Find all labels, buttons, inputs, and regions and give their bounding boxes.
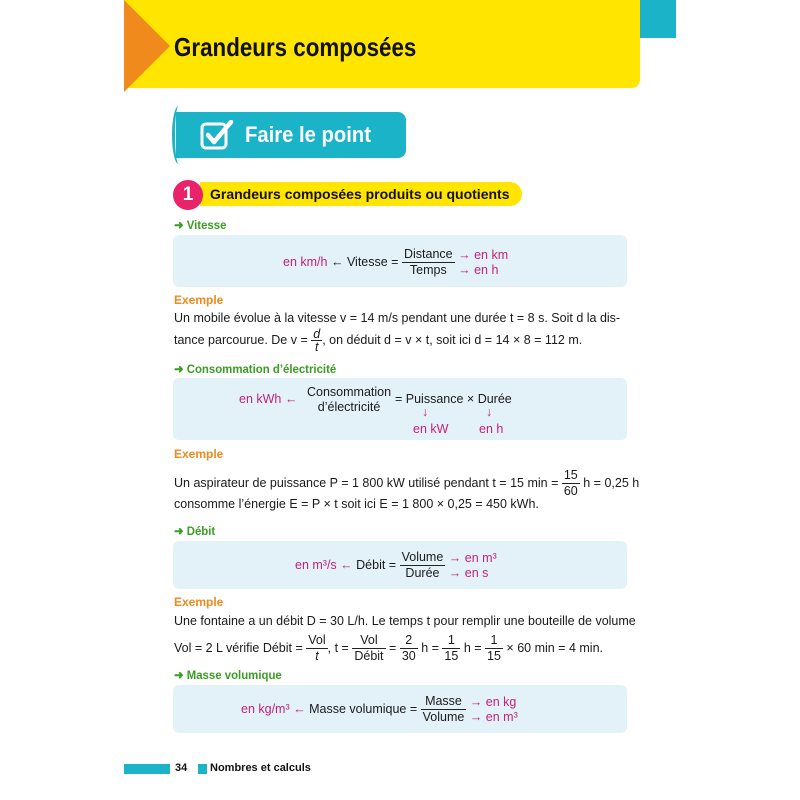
debit-num-unit: → en m³ xyxy=(448,550,497,565)
debit-h-eq: h = xyxy=(421,640,439,655)
debit-frac1-den: t xyxy=(315,649,319,663)
debit-eq1: = xyxy=(389,640,397,655)
electricite-heading: ➜ Consommation d’électricité xyxy=(174,362,337,376)
vitesse-heading: ➜ Vitesse xyxy=(174,218,227,232)
electricite-unit-time: en h xyxy=(479,422,504,436)
masse-units-right xyxy=(470,695,518,725)
vitesse-formula xyxy=(283,247,508,278)
masse-numerator: Masse xyxy=(421,694,467,710)
debit-units-right xyxy=(449,551,497,581)
vitesse-formula-box xyxy=(173,235,627,287)
vitesse-den-unit: → en h xyxy=(458,262,499,277)
vitesse-example-text-b: , on déduit d = v × t, soit ici d = 14 × 8 = 112 m. xyxy=(322,332,583,347)
debit-frac2 xyxy=(352,633,385,664)
electricite-equation: = Puissance × Durée xyxy=(395,392,512,406)
faire-le-point-label: Faire le point xyxy=(245,122,371,147)
debit-tail: × 60 min = 4 min. xyxy=(506,640,603,655)
vitesse-units-right xyxy=(458,248,508,278)
electricite-lhs xyxy=(307,385,391,415)
masse-unit-left: en kg/m³ ← xyxy=(241,701,306,716)
debit-frac2-num: Vol xyxy=(352,633,385,649)
debit-frac4 xyxy=(442,633,460,664)
electricite-formula-box xyxy=(173,378,627,440)
masse-denominator: Volume xyxy=(422,710,465,724)
vitesse-example-line1: Un mobile évolue à la vitesse v = 14 m/s pendant une durée t = 8 s. Soit d la dis- xyxy=(174,311,621,325)
debit-heading: ➜ Débit xyxy=(174,524,216,538)
vitesse-example-text-a: tance parcourue. De v = xyxy=(174,332,308,347)
debit-frac1 xyxy=(306,633,327,664)
section-title: Grandeurs composées produits ou quotients xyxy=(210,186,510,202)
debit-h-eq2: h = xyxy=(463,640,482,655)
checkbox-icon xyxy=(200,120,234,150)
electricite-lhs-line1: Consommation xyxy=(307,385,392,399)
masse-formula-box xyxy=(173,685,627,733)
debit-unit-left: en m³/s ← xyxy=(295,557,353,572)
vitesse-example-label: Exemple xyxy=(174,293,224,307)
debit-example-text-a: Vol = 2 L vérifie Débit = xyxy=(174,640,303,655)
electricite-lhs-line2: d’électricité xyxy=(317,400,381,414)
vitesse-example-fraction xyxy=(311,328,322,353)
vitesse-arrow-left: ← xyxy=(330,254,344,269)
vitesse-numerator: Distance xyxy=(403,247,453,261)
electricite-frac-den: 60 xyxy=(563,484,578,498)
debit-example-label: Exemple xyxy=(174,595,224,609)
debit-t-eq: , t = xyxy=(327,640,349,655)
debit-formula xyxy=(295,550,497,581)
debit-frac1-num: Vol xyxy=(308,633,326,647)
header-arrow-shape xyxy=(124,0,170,92)
electricite-example-text-b: h = 0,25 h xyxy=(583,475,640,490)
debit-frac4-den: 15 xyxy=(444,649,459,663)
debit-frac5-den: 15 xyxy=(487,649,501,663)
debit-numerator: Volume xyxy=(401,550,444,564)
vitesse-example-line2 xyxy=(174,328,582,353)
electricite-unit-power: en kW xyxy=(413,422,449,436)
footer-square xyxy=(198,764,207,774)
debit-frac4-num: 1 xyxy=(442,633,460,649)
debit-frac2-den: Débit xyxy=(354,649,384,663)
debit-frac3-num: 2 xyxy=(400,633,418,649)
debit-example-line2 xyxy=(174,633,603,664)
vitesse-example-frac-num: d xyxy=(313,327,321,341)
header-tab xyxy=(640,0,676,38)
debit-den-unit: → en s xyxy=(448,565,489,580)
masse-den-unit: → en m³ xyxy=(469,709,518,724)
electricite-arrow-down-power: ↓ xyxy=(422,405,429,419)
vitesse-lhs: Vitesse = xyxy=(346,254,399,269)
debit-frac3-den: 30 xyxy=(401,649,416,663)
vitesse-denominator: Temps xyxy=(409,263,447,277)
footer-bar xyxy=(124,764,170,774)
electricite-frac-num: 15 xyxy=(563,468,578,482)
footer-chapter-label: Nombres et calculs xyxy=(210,762,311,774)
electricite-example-fraction xyxy=(562,468,580,499)
vitesse-unit-left: en km/h xyxy=(283,254,328,269)
masse-lhs: Masse volumique = xyxy=(309,701,418,716)
electricite-arrow-down-time: ↓ xyxy=(486,405,493,419)
electricite-example-text-a: Un aspirateur de puissance P = 1 800 kW utilisé pendant t = 15 min = xyxy=(174,475,559,490)
page-title: Grandeurs composées xyxy=(174,32,417,62)
masse-formula xyxy=(241,694,518,725)
vitesse-fraction xyxy=(402,247,455,278)
electricite-example-line2: consomme l’énergie E = P × t soit ici E = 1 800 × 0,25 = 450 kWh. xyxy=(174,497,539,511)
vitesse-example-frac-den: t xyxy=(314,340,319,354)
debit-fraction xyxy=(400,550,446,581)
debit-lhs: Débit = xyxy=(356,557,397,572)
masse-fraction xyxy=(421,694,467,725)
vitesse-num-unit: → en km xyxy=(458,247,509,262)
debit-frac5-num: 1 xyxy=(485,633,503,649)
electricite-unit-left: en kWh ← xyxy=(239,392,298,406)
masse-heading: ➜ Masse volumique xyxy=(174,668,282,682)
masse-num-unit: → en kg xyxy=(469,694,517,709)
debit-formula-box xyxy=(173,541,627,589)
debit-frac3 xyxy=(400,633,418,664)
section-number-badge: 1 xyxy=(173,180,203,210)
debit-example-line1: Une fontaine a un débit D = 30 L/h. Le temps t pour remplir une bouteille de volume xyxy=(174,614,636,628)
electricite-example-label: Exemple xyxy=(174,447,224,461)
debit-denominator: Durée xyxy=(405,566,440,580)
debit-frac5 xyxy=(485,633,503,664)
page-number: 34 xyxy=(175,762,188,774)
